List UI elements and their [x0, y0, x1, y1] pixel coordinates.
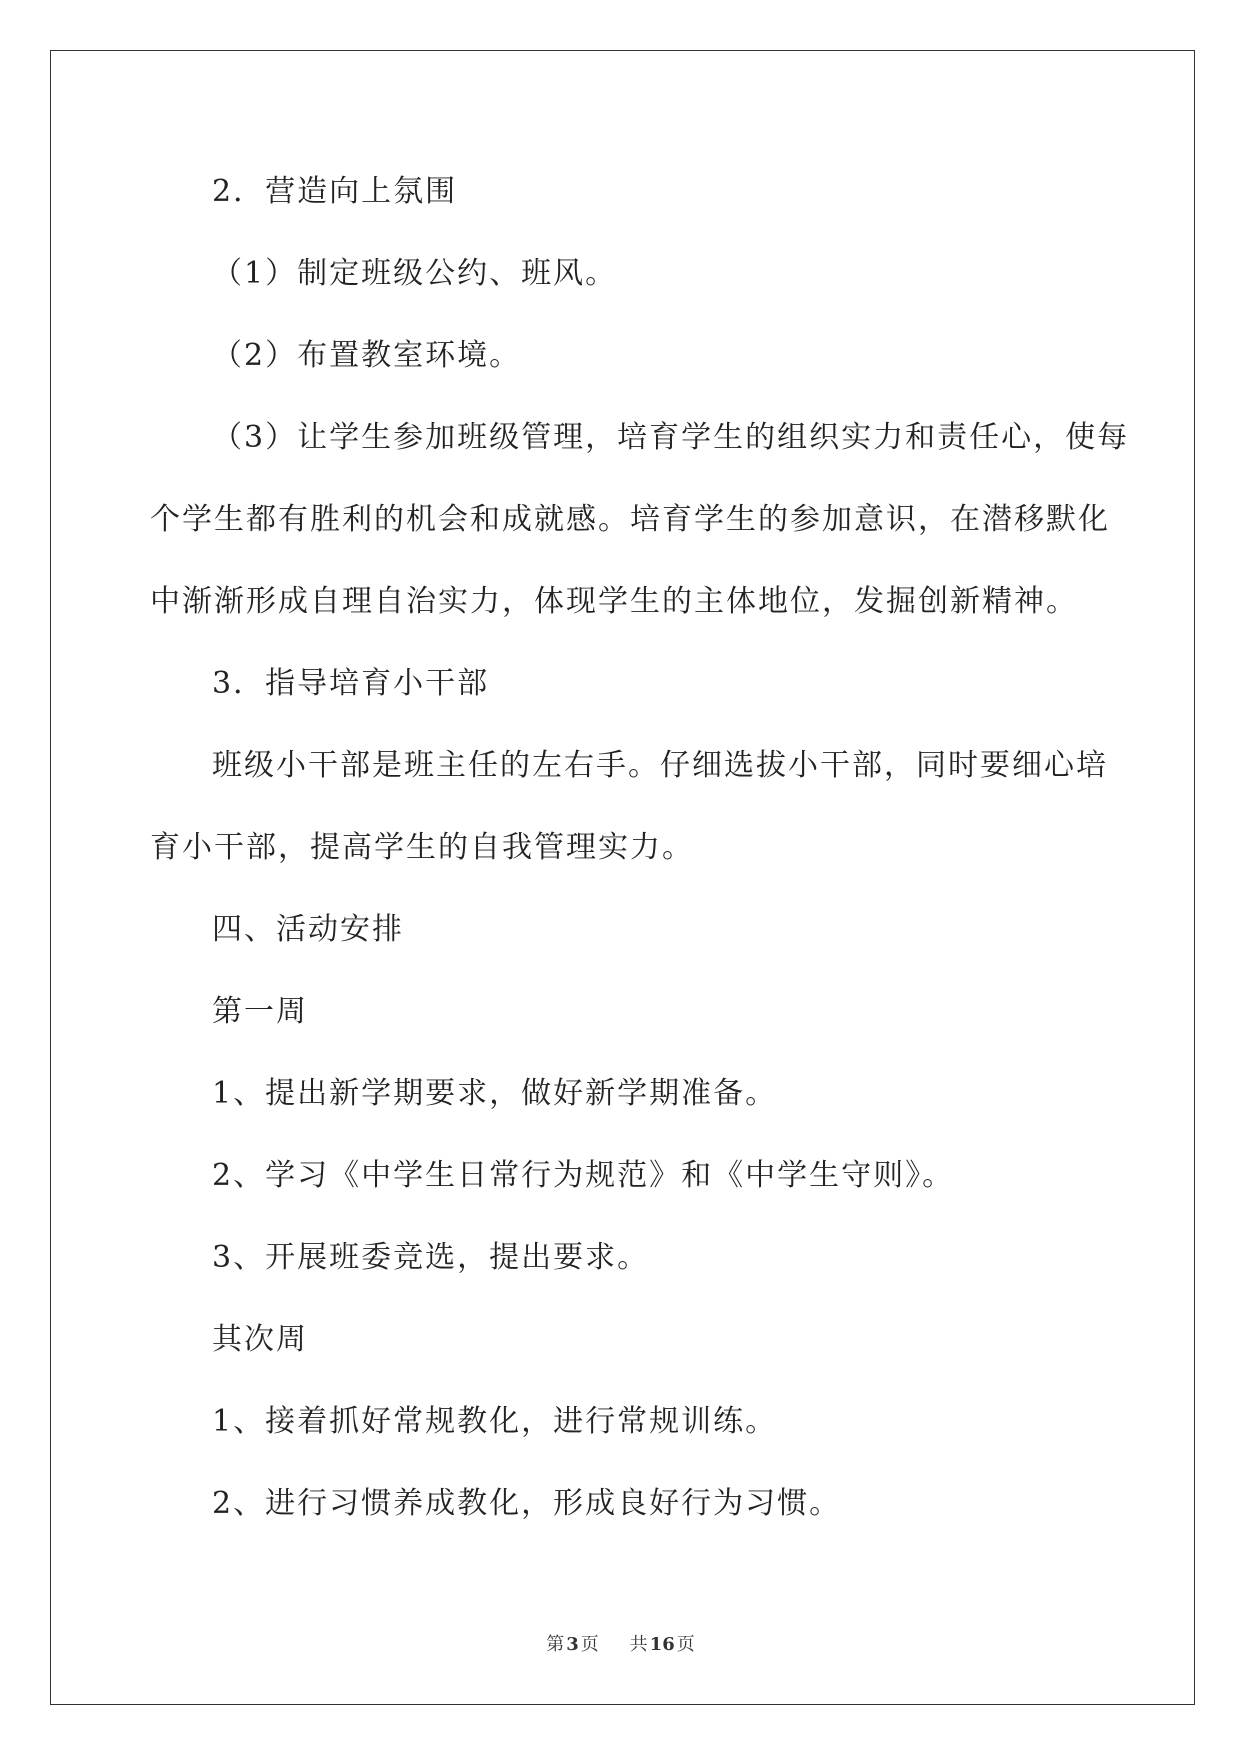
page-prefix: 第	[546, 1634, 565, 1655]
paragraph-line: 个学生都有胜利的机会和成就感。培育学生的参加意识，在潜移默化	[150, 502, 1110, 537]
page-number: 3	[566, 1634, 579, 1655]
paragraph-line: 育小干部，提高学生的自我管理实力。	[150, 830, 694, 865]
list-item: 2、进行习惯养成教化，形成良好行为习惯。	[212, 1486, 842, 1521]
page-footer	[0, 1633, 1241, 1657]
list-item: 1、提出新学期要求，做好新学期准备。	[212, 1076, 778, 1111]
list-item: 3、开展班委竞选，提出要求。	[212, 1240, 650, 1275]
section-heading-4: 四、活动安排	[212, 912, 404, 947]
paragraph-line: （1）制定班级公约、班风。	[212, 256, 618, 291]
paragraph-line: 班级小干部是班主任的左右手。仔细选拔小干部，同时要细心培	[212, 748, 1108, 783]
page-border	[50, 50, 1195, 1705]
page-suffix: 页	[580, 1634, 599, 1655]
total-suffix: 页	[676, 1634, 695, 1655]
total-pages: 16	[649, 1634, 675, 1655]
page-indicator	[544, 1634, 601, 1655]
week-heading: 第一周	[212, 994, 308, 1029]
section-heading-2: 2．营造向上氛围	[212, 174, 458, 209]
total-pages-indicator	[628, 1634, 697, 1655]
paragraph-line: （2）布置教室环境。	[212, 338, 522, 373]
week-heading: 其次周	[212, 1322, 308, 1357]
paragraph-line: 中渐渐形成自理自治实力，体现学生的主体地位，发掘创新精神。	[150, 584, 1078, 619]
section-heading-3: 3．指导培育小干部	[212, 666, 490, 701]
list-item: 1、接着抓好常规教化，进行常规训练。	[212, 1404, 778, 1439]
paragraph-line: （3）让学生参加班级管理，培育学生的组织实力和责任心，使每	[212, 420, 1130, 455]
list-item: 2、学习《中学生日常行为规范》和《中学生守则》。	[212, 1158, 955, 1193]
total-prefix: 共	[629, 1634, 648, 1655]
